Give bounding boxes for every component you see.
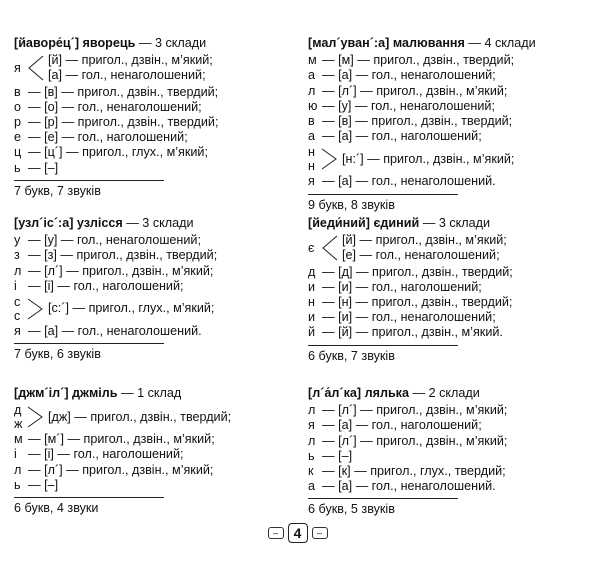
letter-row xyxy=(14,130,296,145)
sound-description: — [а] — гол., наголошений; xyxy=(322,418,482,433)
letter-row xyxy=(14,432,296,447)
letter-row xyxy=(308,99,590,114)
page-dash-right: – xyxy=(312,527,328,539)
sound-description: — [у] — гол., ненаголошений; xyxy=(28,233,201,248)
sound-description: — [л´] — пригол., дзвін., м’який; xyxy=(322,83,508,98)
sound-description: — [м´] — пригол., дзвін., м’який; xyxy=(28,432,215,447)
letter: і xyxy=(14,278,17,293)
letter-merge-group xyxy=(14,295,296,323)
letter-row xyxy=(308,53,590,68)
letter-row xyxy=(14,279,296,294)
card-header xyxy=(14,36,296,51)
sound-description: — [й] — пригол., дзвін., м’який. xyxy=(322,325,503,340)
card-header xyxy=(308,216,590,231)
sound-description: — [з] — пригол., дзвін., твердий; xyxy=(28,248,218,263)
word: малювання xyxy=(392,36,465,50)
letter: л xyxy=(308,403,316,418)
sound-description: — [і] — гол., наголошений; xyxy=(28,278,184,293)
letter-row xyxy=(308,464,590,479)
word-card xyxy=(308,216,590,386)
syllable-count: — 3 склади xyxy=(126,216,194,230)
letter-row xyxy=(14,447,296,462)
transcription: [йеди́ний] xyxy=(308,216,370,230)
letter-sound-count: 6 букв, 5 звуків xyxy=(308,498,458,517)
letter-row xyxy=(14,463,296,478)
sound-description: — [м] — пригол., дзвін., твердий; xyxy=(322,53,515,68)
letter-row xyxy=(308,174,590,189)
page-number: 4 xyxy=(288,523,308,543)
letter: ю xyxy=(308,98,318,113)
letter: о xyxy=(14,99,22,114)
letter-row xyxy=(14,145,296,160)
letter: я xyxy=(308,174,315,189)
letter-row xyxy=(308,434,590,449)
letter: с xyxy=(14,295,21,310)
sound-description: — [д] — пригол., дзвін., твердий; xyxy=(322,264,513,279)
letter: д xyxy=(308,264,316,279)
letter: і xyxy=(14,447,17,462)
letter-row xyxy=(308,280,590,295)
transcription: [джм´іл´] xyxy=(14,386,69,400)
letter: л xyxy=(14,263,22,278)
letter: я xyxy=(308,418,315,433)
sound-description: — [а] — гол., ненаголошений. xyxy=(28,324,202,339)
sound-description: [н:´] — пригол., дзвін., м’який; xyxy=(342,151,515,166)
letter-row xyxy=(308,479,590,494)
sound-description: — [н] — пригол., дзвін., твердий; xyxy=(322,295,513,310)
letter: и xyxy=(308,279,316,294)
syllable-count: — 1 склад xyxy=(121,386,182,400)
letter: я xyxy=(14,324,21,339)
letter-row xyxy=(308,295,590,310)
letter: ь xyxy=(14,160,21,175)
letter-row xyxy=(14,161,296,176)
letter: м xyxy=(308,53,317,68)
letter-row xyxy=(14,264,296,279)
transcription: [л´а́л´ка] xyxy=(308,386,362,400)
letter-row xyxy=(14,233,296,248)
word-card xyxy=(308,386,590,520)
sound-description: — [л´] — пригол., дзвін., м’який; xyxy=(28,462,214,477)
letter-merge-group xyxy=(308,145,590,173)
sound-description: — [л´] — пригол., дзвін., м’який; xyxy=(322,433,508,448)
syllable-count: — 2 склади xyxy=(412,386,480,400)
letter-row xyxy=(308,68,590,83)
letter: и xyxy=(308,310,316,325)
word-card xyxy=(14,216,296,386)
letter: р xyxy=(14,115,22,130)
letter: я xyxy=(14,60,21,75)
letter: ь xyxy=(14,477,21,492)
word: єдиний xyxy=(373,216,420,230)
letter: л xyxy=(308,433,316,448)
letter: а xyxy=(308,68,316,83)
sound-description: [й] — пригол., дзвін., м’який; xyxy=(342,233,507,248)
letter-sound-count: 6 букв, 7 звуків xyxy=(308,345,458,364)
transcription: [узл´іс´:а] xyxy=(14,216,74,230)
letter: з xyxy=(14,248,20,263)
transcription: [мал´уван´:а] xyxy=(308,36,390,50)
letter: ц xyxy=(14,145,22,160)
sound-description: — [к] — пригол., глух., твердий; xyxy=(322,464,506,479)
letter: й xyxy=(308,325,316,340)
sound-description: — [о] — гол., ненаголошений; xyxy=(28,99,202,114)
letter-row xyxy=(308,84,590,99)
merge-bracket-icon xyxy=(26,295,44,323)
letter-row xyxy=(308,129,590,144)
sound-description: — [а] — гол., ненаголошений; xyxy=(322,68,496,83)
syllable-count: — 3 склади xyxy=(422,216,491,230)
letter-row xyxy=(14,115,296,130)
word-card xyxy=(14,36,296,216)
transcription: [йаворе́ц´] xyxy=(14,36,80,50)
letter-sound-count: 7 букв, 6 звуків xyxy=(14,343,164,362)
sound-description: [й] — пригол., дзвін., м’який; xyxy=(48,53,213,68)
word-card xyxy=(14,386,296,520)
card-header xyxy=(308,36,590,51)
sound-description: [с:´] — пригол., глух., м’який; xyxy=(48,301,215,316)
letter: в xyxy=(14,84,21,99)
word: яворець xyxy=(82,36,136,50)
split-bracket-icon xyxy=(320,233,338,263)
letter-sound-count: 6 букв, 4 звуки xyxy=(14,497,164,516)
letter-sound-count: 7 букв, 7 звуків xyxy=(14,180,164,199)
sound-description: — [а] — гол., ненаголошений. xyxy=(322,174,496,189)
letter-merge-group xyxy=(14,403,296,431)
word: лялька xyxy=(364,386,409,400)
letter: ж xyxy=(14,417,23,432)
letter: е xyxy=(14,130,22,145)
letter: л xyxy=(14,462,22,477)
letter: а xyxy=(308,479,316,494)
sound-description: — [а] — гол., ненаголошений. xyxy=(322,479,496,494)
page-footer xyxy=(0,523,595,543)
sound-description: — [л´] — пригол., дзвін., м’який; xyxy=(322,403,508,418)
letter: л xyxy=(308,83,316,98)
letter: н xyxy=(308,159,315,174)
letter-row xyxy=(14,478,296,493)
card-header xyxy=(14,386,296,401)
letter: н xyxy=(308,145,315,160)
letter-row xyxy=(308,310,590,325)
letter: ь xyxy=(308,448,315,463)
card-header xyxy=(14,216,296,231)
sound-description: — [а] — гол., наголошений; xyxy=(322,129,482,144)
letter: н xyxy=(308,295,315,310)
word-card xyxy=(308,36,590,216)
letter-row xyxy=(308,403,590,418)
sound-description: — [р] — пригол., дзвін., твердий; xyxy=(28,115,219,130)
split-bracket-icon xyxy=(26,53,44,83)
letter-row xyxy=(308,114,590,129)
sound-description: [дж] — пригол., дзвін., твердий; xyxy=(48,409,232,424)
letter: м xyxy=(14,432,23,447)
syllable-count: — 4 склади xyxy=(468,36,536,50)
analysis-grid xyxy=(14,36,589,520)
letter-row xyxy=(14,100,296,115)
sound-description: — [в] — пригол., дзвін., твердий; xyxy=(322,114,513,129)
letter-row xyxy=(14,324,296,339)
sound-description: — [л´] — пригол., дзвін., м’який; xyxy=(28,263,214,278)
merge-bracket-icon xyxy=(26,403,44,431)
letter: к xyxy=(308,464,314,479)
letter-split-group xyxy=(308,233,590,263)
letter: є xyxy=(308,240,315,255)
syllable-count: — 3 склади xyxy=(138,36,207,50)
sound-description: — [е] — гол., наголошений; xyxy=(28,130,188,145)
word: узлісся xyxy=(76,216,123,230)
letter: в xyxy=(308,114,315,129)
letter-sound-count: 9 букв, 8 звуків xyxy=(308,194,458,213)
letter: у xyxy=(14,233,21,248)
card-header xyxy=(308,386,590,401)
letter-row xyxy=(14,248,296,263)
letter-row xyxy=(308,418,590,433)
letter: а xyxy=(308,129,316,144)
letter-row xyxy=(308,449,590,464)
sound-description: [а] — гол., ненаголошений; xyxy=(48,68,206,83)
sound-description: — [ц´] — пригол., глух., м’який; xyxy=(28,145,208,160)
letter: с xyxy=(14,309,21,324)
sound-description: [е] — гол., ненаголошений; xyxy=(342,248,500,263)
sound-description: — [–] xyxy=(28,160,59,175)
sound-description: — [–] xyxy=(28,477,59,492)
sound-description: — [у] — гол., ненаголошений; xyxy=(322,98,495,113)
sound-description: — [и] — гол., наголошений; xyxy=(322,279,482,294)
letter-row xyxy=(14,85,296,100)
letter-row xyxy=(308,325,590,340)
letter-split-group xyxy=(14,53,296,83)
sound-description: — [і] — гол., наголошений; xyxy=(28,447,184,462)
word: джміль xyxy=(72,386,118,400)
letter-row xyxy=(308,265,590,280)
sound-description: — [в] — пригол., дзвін., твердий; xyxy=(28,84,219,99)
sound-description: — [и] — гол., ненаголошений; xyxy=(322,310,496,325)
merge-bracket-icon xyxy=(320,145,338,173)
letter: д xyxy=(14,403,22,418)
sound-description: — [–] xyxy=(322,448,353,463)
page-dash-left: – xyxy=(268,527,284,539)
